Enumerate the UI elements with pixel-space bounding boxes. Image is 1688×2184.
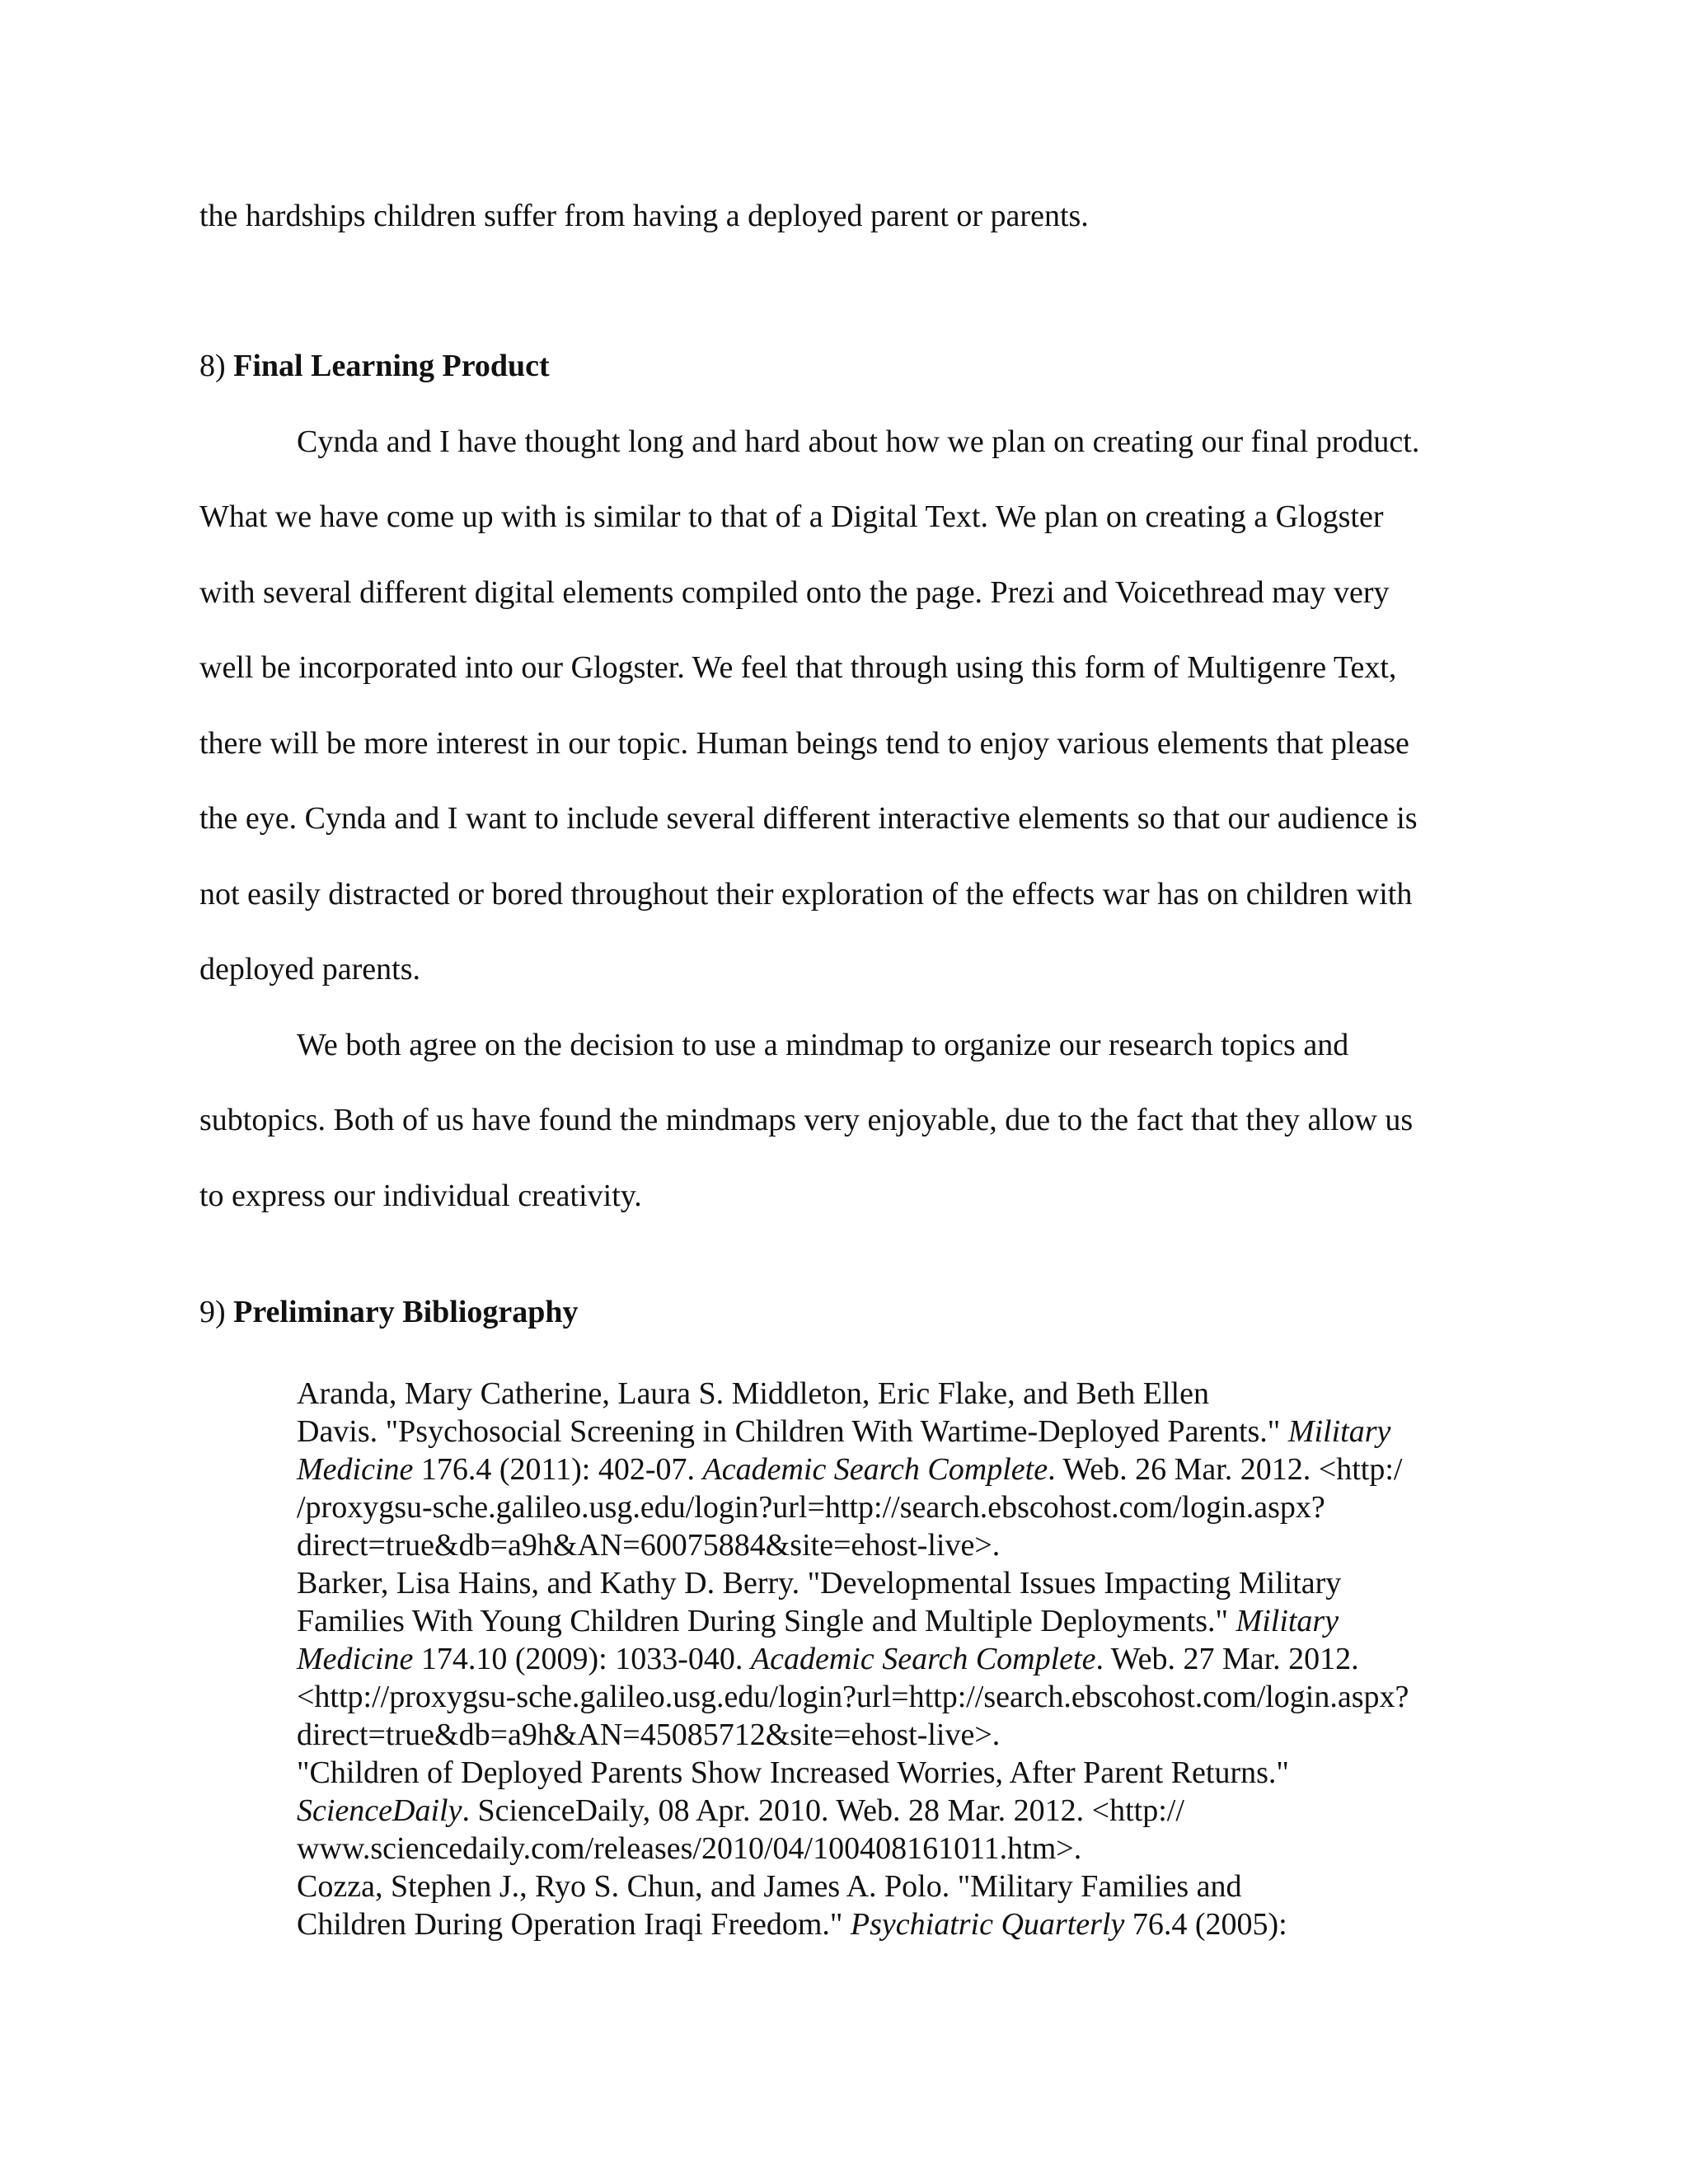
- bib-text: . Web. 26 Mar. 2012. <http:/: [1048, 1452, 1403, 1487]
- bib-text: . Web. 27 Mar. 2012.: [1095, 1642, 1359, 1676]
- section-number: 8): [199, 349, 234, 383]
- bib-database: Academic Search Complete: [702, 1452, 1048, 1487]
- paragraph-line: What we have come up with is similar to that of a Digital Text. We plan on creating a Glogster: [199, 499, 1384, 534]
- bib-url-line: direct=true&db=a9h&AN=45085712&site=ehost-live>.: [297, 1718, 1001, 1752]
- bib-journal: Medicine: [297, 1452, 414, 1487]
- bib-url-line: <http://proxygsu-sche.galileo.usg.edu/login?url=http://search.ebscohost.com/login.aspx?: [297, 1680, 1409, 1714]
- bib-text: 176.4 (2011): 402-07.: [413, 1452, 703, 1487]
- paragraph-line: there will be more interest in our topic. Human beings tend to enjoy various elements that please: [199, 726, 1409, 761]
- bib-text: Davis. "Psychosocial Screening in Children With Wartime-Deployed Parents.": [297, 1414, 1288, 1449]
- bib-line: [297, 1641, 1359, 1677]
- bib-text: . ScienceDaily, 08 Apr. 2010. Web. 28 Mar. 2012. <http://: [462, 1793, 1184, 1828]
- bib-text: Children During Operation Iraqi Freedom.": [297, 1907, 851, 1942]
- bib-line: Cozza, Stephen J., Ryo S. Chun, and James A. Polo. "Military Families and: [297, 1869, 1242, 1904]
- bib-journal: Military: [1287, 1414, 1391, 1449]
- bib-line: [297, 1451, 1402, 1488]
- bib-line: "Children of Deployed Parents Show Increased Worries, After Parent Returns.": [297, 1755, 1289, 1790]
- bib-line: Aranda, Mary Catherine, Laura S. Middleton, Eric Flake, and Beth Ellen: [297, 1376, 1209, 1411]
- bib-line: [297, 1906, 1287, 1943]
- bib-text: 76.4 (2005):: [1124, 1907, 1287, 1942]
- paragraph-line: well be incorporated into our Glogster. We feel that through using this form of Multigenre Text,: [199, 650, 1397, 685]
- bib-journal: Psychiatric Quarterly: [850, 1907, 1125, 1942]
- bib-journal: ScienceDaily: [297, 1793, 462, 1828]
- bib-journal: Military: [1236, 1604, 1339, 1638]
- paragraph-line: We both agree on the decision to use a mindmap to organize our research topics and: [297, 1028, 1349, 1062]
- bib-line: [297, 1793, 1184, 1829]
- section-8-heading: [199, 348, 550, 384]
- bib-url-line: www.sciencedaily.com/releases/2010/04/100408161011.htm>.: [297, 1831, 1082, 1866]
- section-title: Preliminary Bibliography: [233, 1295, 579, 1329]
- paragraph-line: deployed parents.: [199, 952, 421, 987]
- paragraph-line: to express our individual creativity.: [199, 1179, 642, 1213]
- bib-database: Academic Search Complete: [750, 1642, 1096, 1676]
- paragraph-line: Cynda and I have thought long and hard about how we plan on creating our final product.: [297, 424, 1420, 459]
- section-9-heading: [199, 1294, 579, 1330]
- bib-line: [297, 1603, 1339, 1639]
- bib-line: [297, 1413, 1390, 1450]
- bib-text: 174.10 (2009): 1033-040.: [413, 1642, 751, 1676]
- paragraph-line: the hardships children suffer from having a deployed parent or parents.: [199, 199, 1089, 233]
- bib-url-line: /proxygsu-sche.galileo.usg.edu/login?url=http://search.ebscohost.com/login.aspx?: [297, 1490, 1325, 1525]
- paragraph-line: not easily distracted or bored throughout their exploration of the effects war has on children with: [199, 877, 1413, 912]
- bib-url-line: direct=true&db=a9h&AN=60075884&site=ehost-live>.: [297, 1528, 1001, 1563]
- bib-journal: Medicine: [297, 1642, 414, 1676]
- bib-text: Families With Young Children During Single and Multiple Deployments.": [297, 1604, 1236, 1638]
- section-number: 9): [199, 1295, 234, 1329]
- section-title: Final Learning Product: [233, 349, 550, 383]
- paragraph-line: with several different digital elements compiled onto the page. Prezi and Voicethread may very: [199, 575, 1390, 610]
- paragraph-line: the eye. Cynda and I want to include several different interactive elements so that our audience is: [199, 801, 1418, 836]
- bib-line: Barker, Lisa Hains, and Kathy D. Berry. "Developmental Issues Impacting Military: [297, 1566, 1342, 1601]
- paragraph-line: subtopics. Both of us have found the mindmaps very enjoyable, due to the fact that they allow us: [199, 1103, 1414, 1137]
